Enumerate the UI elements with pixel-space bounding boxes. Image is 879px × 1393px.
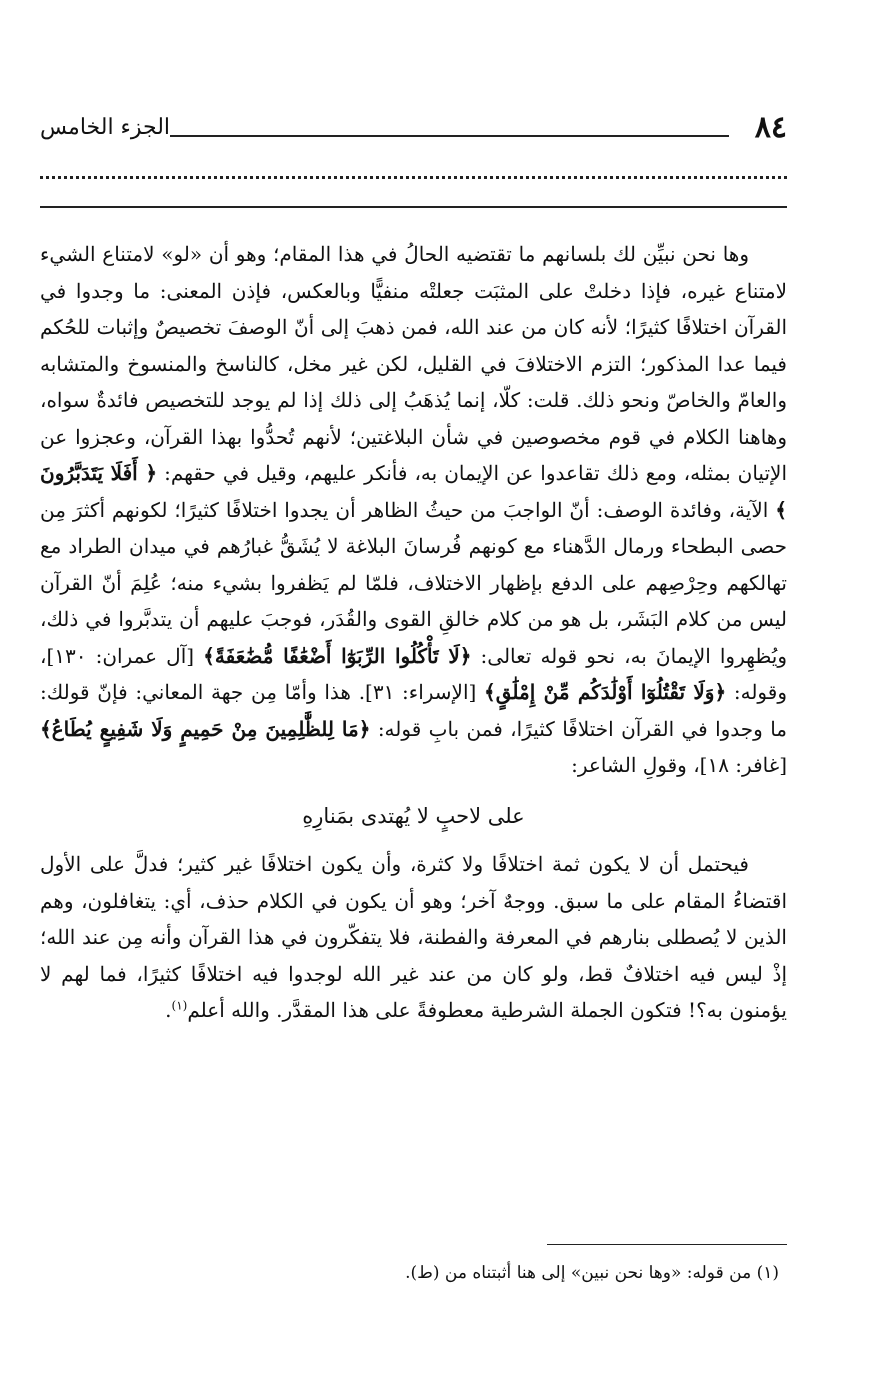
text-run: [غافر: ١٨]، وقولِ الشاعر: (571, 753, 787, 777)
text-run: الآية، وفائدة الوصف: أنّ الواجبَ من حيثُ الظاهر أن يجدوا اختلافًا كثيرًا؛ لكونهم أكثرَ مِن حصى البطحاء ورمال الدَّهناء مع كونهم فُرسانَ البلاغة لا يُشَقُّ غبارُهم في ميدان الطراد مع تهالكهم وحِرْصِهم على الدفع بإظهار الاختلاف، فلمّا لم يَظفروا بشيء منه؛ عُلِمَ أنّ القرآن ليس من كلام البَشَر، بل هو من كلام خالقِ القوى والقُدَر، فوجبَ عليهم أن يتدبَّروا في ذلك، ويُظهِروا الإيمانَ به، نحو قوله تعالى: (40, 497, 787, 668)
part-title: الجزء الخامس (40, 115, 171, 140)
quran-quote: ﴿مَا لِلظَّٰلِمِينَ مِنْ حَمِيمٍ وَلَا شَفِيعٍ يُطَاعُ﴾ (40, 716, 371, 741)
paragraph-2 (40, 846, 787, 1029)
footnote-ref[interactable]: (١) (171, 998, 188, 1013)
quran-quote: ﴿ أَفَلَا يَتَدَبَّرُونَ ﴾ (40, 461, 787, 522)
page-number: ٨٤ (754, 110, 787, 145)
header-rule (170, 135, 729, 137)
quran-quote: ﴿وَلَا تَقْتُلُوٓا أَوْلَٰدَكُم مِّنْ إِمْلَٰقٍ﴾ (484, 680, 727, 704)
top-rule (40, 206, 787, 208)
dotted-separator (40, 176, 787, 179)
text-run: وها نحن نبيِّن لك بلسانهم ما تقتضيه الحالُ في هذا المقام؛ وهو أن «لو» لامتناع الشيء لامتناع غيره، فإذا دخلتْ على المثبَت جعلتْه منفيًّا وبالعكس، فإذن المعنى: ما وجدوا في القرآن اختلافًا كثيرًا؛ لأنه كان من عند الله، فمن ذهبَ إلى أنّ الوصفَ تخصيصٌ وإثبات للحُكم فيما عدا المذكور؛ التزم الاختلافَ في القليل، لكن غير مخل، كالناسخ والمنسوخ والمتشابه والعامّ والخاصّ ونحو ذلك. قلت: كلّا، إنما يُذهَبُ إلى ذلك إذا لم يوجد للتخصيص فائدةٌ سواه، وهاهنا الكلام في قوم مخصوصين في شأن البلاغتين؛ لأنهم تُحدُّوا بهذا القرآن، وعجزوا عن الإتيان بمثله، ومع ذلك تقاعدوا عن الإيمان به، فأنكر عليهم، وقيل في حقهم: (40, 242, 787, 485)
text-run: . (165, 998, 172, 1022)
page-header (40, 108, 787, 148)
text-run: [الإسراء: ٣١]. هذا وأمّا مِن جهة المعاني: فإنّ قولك: ما وجدوا في القرآن اختلافًا كثيرًا، فمن بابِ قوله: (40, 680, 787, 741)
paragraph-1 (40, 236, 787, 784)
poetry-verse: على لاحبٍ لا يُهتدى بمَنارِهِ (302, 803, 525, 828)
footnote-rule (547, 1244, 787, 1245)
main-text (40, 236, 787, 1029)
quran-quote: ﴿لَا تَأْكُلُوا الرِّبَوٰٓا أَضْعَٰفًا مُّضَٰعَفَةً﴾ (203, 643, 472, 668)
footnote: (١) من قوله: «وها نحن نبين» إلى هنا أثبتناه من (ط). (405, 1263, 779, 1283)
text-run: [آل عمران: ١٣٠]، وقوله: (40, 643, 787, 704)
text-run: فيحتمل أن لا يكون ثمة اختلافًا ولا كثرة، وأن يكون اختلافًا غير كثير؛ فدلَّ على الأول اقتضاءُ المقام على ما سبق. ووجهٌ آخر؛ وهو أن يكون في الكلام حذف، أي: يتغافلون، وهم الذين لا يُصطلى بنارهم في المعرفة والفطنة، فلا يتفكّرون في هذا القرآن وأنه مِن عند الله؛ إذْ ليس فيه اختلافٌ قط، ولو كان من عند غير الله لوجدوا فيه اختلافًا كثيرًا، فما لهم لا يؤمنون به؟! فتكون الجملة الشرطية معطوفةً على هذا المقدَّر. والله أعلم (40, 852, 787, 1022)
